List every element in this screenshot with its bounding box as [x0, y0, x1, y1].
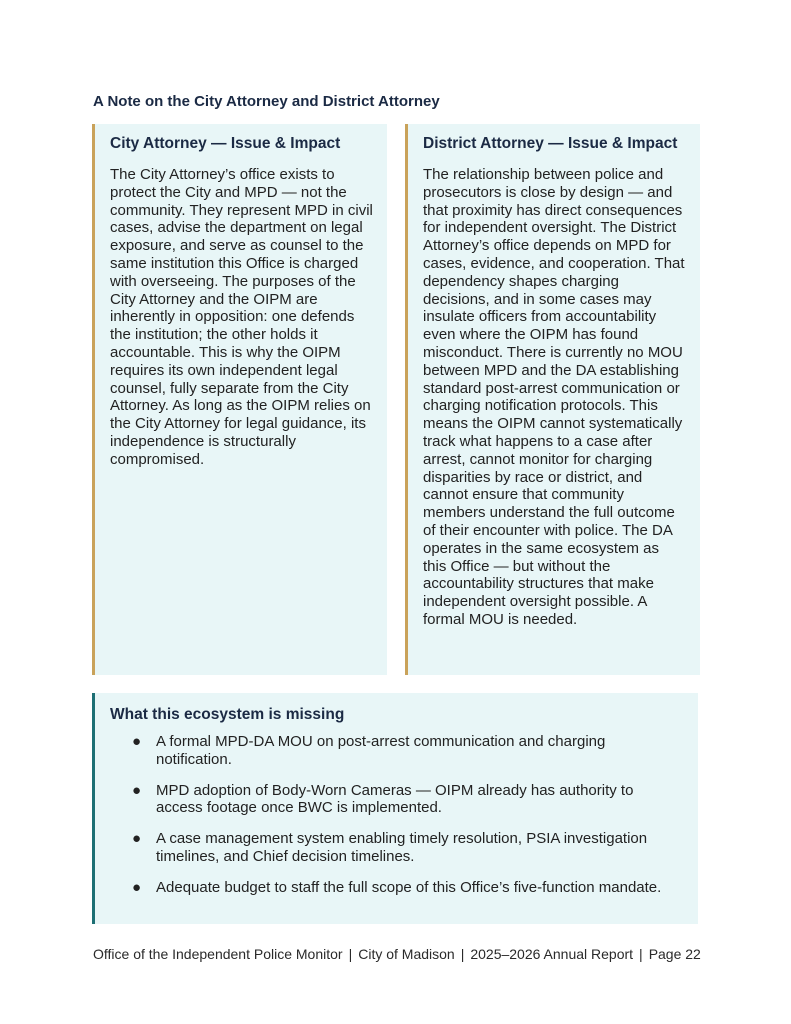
footer-office: Office of the Independent Police Monitor — [93, 946, 343, 962]
list-item — [110, 879, 684, 897]
list-item-text: A case management system enabling timely resolution, PSIA investigation timelines, and Chief decision timelines. — [156, 830, 648, 865]
bullet-icon: ● — [132, 733, 142, 750]
footer-separator: | — [348, 946, 353, 962]
city-attorney-body: The City Attorney’s office exists to protect the City and MPD — not the community. They represent MPD in civil cases, advise the department on legal exposure, and serve as counsel to the same institution this Office is charged with overseeing. The purposes of the City Attorney and the OIPM are inherently in opposition: one defends the institution; the other holds it accountable. This is why the OIPM requires its own independent legal counsel, fully separate from the City Attorney. As long as the OIPM relies on the City Attorney for legal guidance, its independence is structurally compromised. — [110, 166, 373, 468]
list-item-text: MPD adoption of Body-Worn Cameras — OIPM already has authority to access footage once BWC is implemented. — [156, 781, 634, 817]
list-item — [110, 830, 684, 866]
section-title: A Note on the City Attorney and District Attorney — [93, 93, 440, 110]
district-attorney-body: The relationship between police and prosecutors is close by design — and that proximity has direct consequences for independent oversight. The District Attorney’s office depends on MPD for cases, evidence, and cooperation. That dependency shapes charging decisions, and in some cases may insulate officers from accountability even where the OIPM has found misconduct. There is currently no MOU between MPD and the DA establishing standard post-arrest communication or charging notification protocols. This means the OIPM cannot systematically track what happens to a case after arrest, cannot monitor for charging disparities by race or district, and cannot ensure that community members understand the full outcome of their encounter with police. The DA operates in the same ecosystem as this Office — but without the accountability structures that make independent oversight possible. A formal MOU is needed. — [423, 166, 685, 628]
bullet-icon: ● — [132, 830, 142, 848]
footer-separator: | — [639, 946, 643, 962]
bullet-icon: ● — [132, 781, 142, 799]
page-footer — [93, 946, 701, 962]
ecosystem-missing-heading: What this ecosystem is missing — [110, 706, 345, 723]
footer-report: 2025–2026 Annual Report — [470, 946, 634, 962]
ecosystem-missing-list — [110, 733, 684, 897]
footer-city: City of Madison — [358, 946, 455, 962]
district-attorney-card — [405, 124, 700, 675]
bullet-icon: ● — [132, 878, 142, 896]
city-attorney-card — [92, 124, 387, 675]
ecosystem-missing-box — [92, 693, 698, 924]
footer-separator: | — [460, 946, 465, 962]
city-attorney-heading: City Attorney — Issue & Impact — [110, 135, 341, 152]
list-item-text: A formal MPD-DA MOU on post-arrest communication and charging notification. — [156, 733, 606, 768]
district-attorney-heading: District Attorney — Issue & Impact — [423, 135, 678, 152]
list-item-text: Adequate budget to staff the full scope of this Office’s five-function mandate. — [156, 878, 662, 896]
list-item — [110, 733, 684, 769]
footer-page-number: Page 22 — [648, 946, 701, 962]
list-item — [110, 782, 684, 818]
